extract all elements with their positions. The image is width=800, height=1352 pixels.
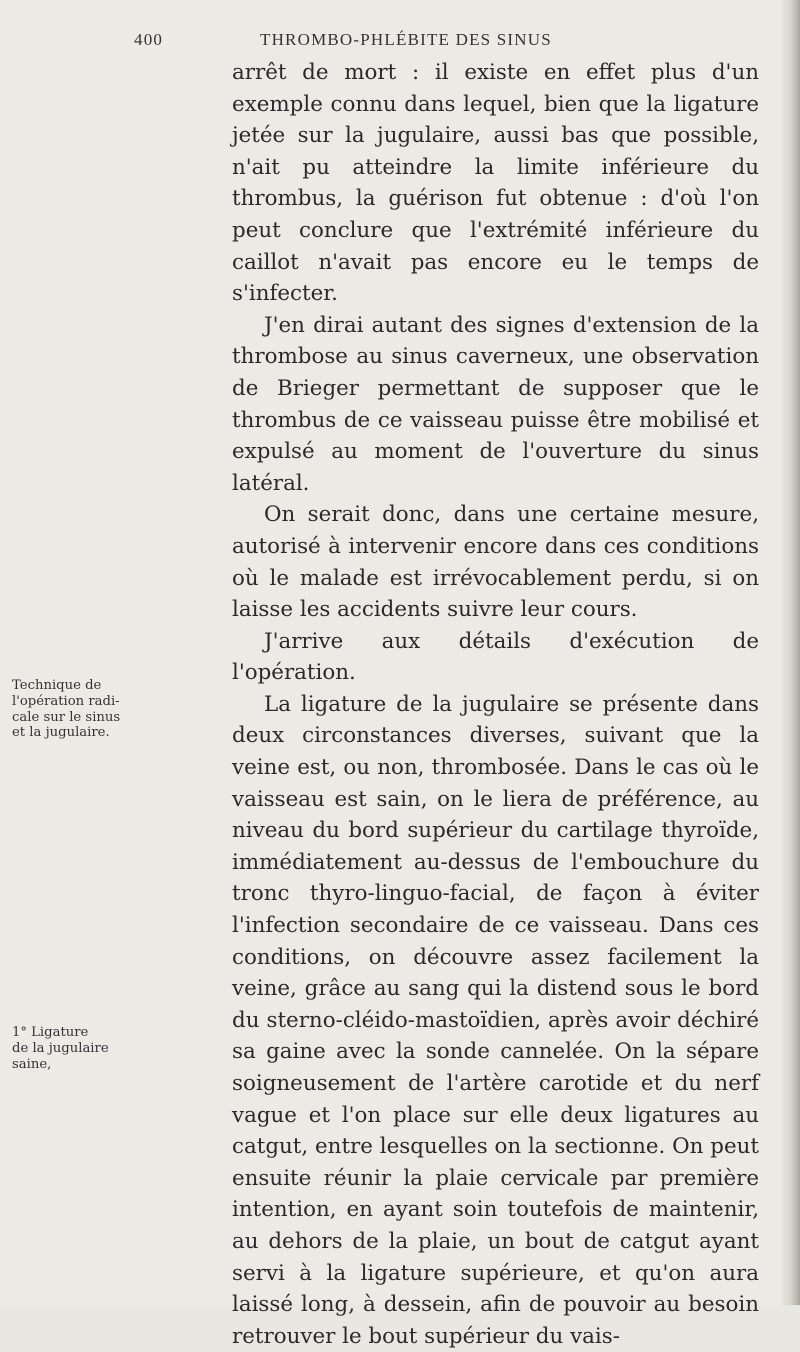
margin-note-line: et la jugulaire. — [12, 725, 110, 741]
running-title: THROMBO-PHLÉBITE DES SINUS — [260, 30, 552, 49]
page-edge-shadow — [782, 0, 800, 1305]
paragraph: La ligature de la jugulaire se présente dans deux circonstances diverses, suivant que la veine est, ou non, thrombosée. Dans le cas où le vaisseau est sain, on le liera de préférence, au niveau du bord supérieur du cartilage thyroïde, immédiatement au-dessus de l'embouchure du tronc thyro-linguo-facial, de façon à éviter l'infection secondaire de ce vaisseau. Dans ces conditions, on découvre assez facilement la veine, grâce au sang qui la distend sous le bord du sterno-cléido-mastoïdien, après avoir déchiré sa gaine avec la sonde cannelée. On la sépare soigneusement de l'artère carotide et du nerf vague et l'on place sur elle deux ligatures au catgut, entre lesquelles on la sectionne. On peut ensuite réunir la plaie cervicale par première intention, en ayant soin toutefois de maintenir, au dehors de la plaie, un bout de catgut ayant servi à la ligature supérieure, et qu'on aura laissé long, à dessein, afin de pouvoir au besoin retrouver le bout supérieur du vais- — [232, 691, 759, 1349]
paragraph: On serait donc, dans une certaine mesure, autorisé à intervenir encore dans ces conditions où le malade est irrévocablement perdu, si on laisse les accidents suivre leur cours. — [232, 502, 759, 623]
paragraph: J'en dirai autant des signes d'extension de la thrombose au sinus caverneux, une observation de Brieger permettant de supposer que le thrombus de ce vaisseau puisse être mobilisé et expulsé au moment de l'ouverture du sinus latéral. — [232, 312, 759, 496]
running-header — [130, 30, 730, 58]
margin-note-line: 1° Ligature — [12, 1025, 89, 1040]
margin-note-line: cale sur le sinus — [12, 709, 121, 725]
margin-note-ligature — [12, 1025, 172, 1072]
margin-note-line: Technique de — [12, 678, 102, 693]
margin-note-line: de la jugulaire — [12, 1040, 109, 1056]
margin-note-technique — [12, 678, 172, 741]
margin-note-line: saine, — [12, 1056, 52, 1072]
main-text — [232, 57, 759, 1352]
page-number: 400 — [134, 30, 164, 49]
paragraph: arrêt de mort : il existe en effet plus d'un exemple connu dans lequel, bien que la ligature jetée sur la jugulaire, aussi bas que possible, n'ait pu atteindre la limite inférieure du thrombus, la guérison fut obtenue : d'où l'on peut conclure que l'extrémité inférieure du caillot n'avait pas encore eu le temps de s'infecter. — [232, 60, 759, 307]
margin-note-line: l'opération radi- — [12, 693, 120, 709]
paragraph: J'arrive aux détails d'exécution de l'opération. — [232, 628, 759, 686]
